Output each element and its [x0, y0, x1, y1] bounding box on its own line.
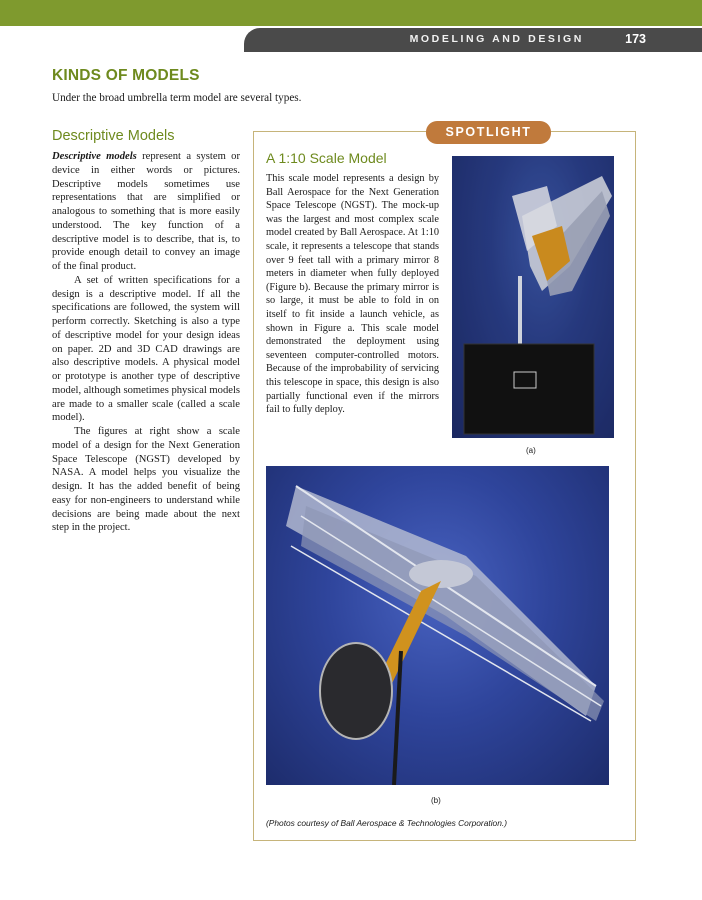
photo-b-caption: (b) [431, 796, 441, 805]
descriptive-models-body [52, 150, 240, 535]
spotlight-tab: SPOTLIGHT [426, 121, 551, 144]
page-number: 173 [625, 32, 646, 46]
folded-telescope-illustration [452, 156, 614, 438]
photo-deployed-telescope-model [266, 466, 609, 785]
running-header [244, 28, 702, 52]
paragraph-1-text: represent a system or device in either words or pictures. Descriptive models sometimes use representations that are simplified or analogous to something that is more easily understood. The key function of a descriptive model is to describe, that is, to provide enough detail to convey an image of the final product. [52, 151, 240, 272]
spotlight-body: This scale model represents a design by Ball Aerospace for the Next Generation Space Telescope (NGST). The mock-up was the largest and most complex scale model created by Ball Aerospace. At 1:10 scale, it represents a telescope that stands over 9 feet tall with a primary mirror 8 meters in diameter when fully deployed (Figure b). Because the primary mirror is so large, it must be able to fold in on itself to fit inside a launch vehicle, as shown in Figure a. This scale model demonstrated the deployment using seventeen computer-controlled motors. Because of the improbability of servicing this telescope in space, this design is also partially functional even if the mirrors fail to fully deploy. [266, 173, 439, 416]
photo-folded-telescope-model [452, 156, 614, 438]
paragraph-2: A set of written specifications for a design is a descriptive model. If all the specifications are followed, the system will perform correctly. Sketching is also a type of descriptive model for your design ideas on paper. 2D and 3D CAD drawings are also descriptive models. A physical model or prototype is another type of descriptive model, although sometimes physical models are made to a smaller scale (called a scale model). [52, 274, 241, 424]
section-intro: Under the broad umbrella term model are several types. [52, 92, 302, 104]
section-heading: KINDS OF MODELS [52, 67, 200, 84]
deployed-telescope-illustration [266, 466, 609, 785]
photo-credit: (Photos courtesy of Ball Aerospace & Technologies Corporation.) [266, 818, 507, 828]
top-color-band [0, 0, 702, 26]
descriptive-models-heading: Descriptive Models [52, 128, 175, 144]
key-term: Descriptive models [52, 151, 137, 162]
paragraph-3: The figures at right show a scale model of a design for the Next Generation Space Telescope (NGST) developed by NASA. A model helps you visualize the design. It has the added benefit of being easy for non-engineers to understand while decisions are being made about the next step in the project. [52, 426, 240, 534]
paragraph-1 [52, 150, 240, 274]
photo-a-caption: (a) [526, 446, 536, 455]
running-title: MODELING AND DESIGN [409, 33, 584, 45]
spotlight-title: A 1:10 Scale Model [266, 150, 387, 166]
